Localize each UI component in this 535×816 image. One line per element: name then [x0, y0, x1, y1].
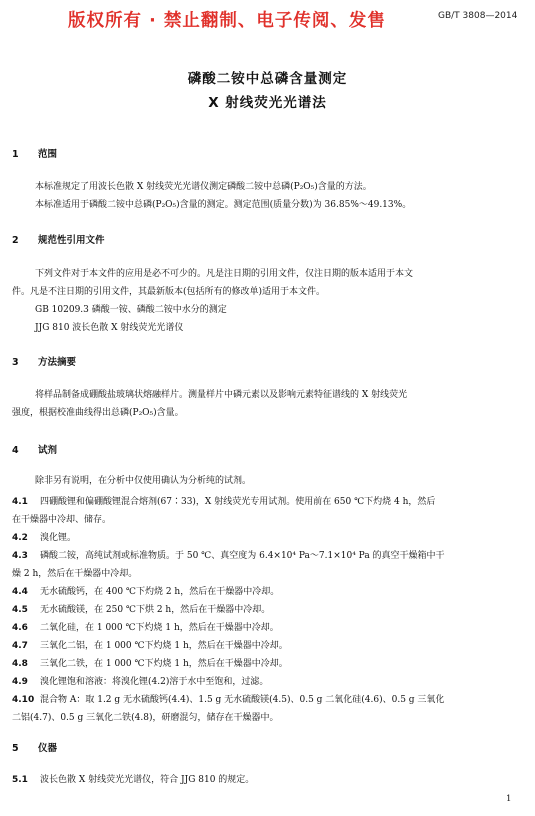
- list-item: [12, 530, 76, 543]
- list-item: [12, 602, 270, 615]
- section-title: 规范性引用文件: [38, 235, 105, 246]
- reference-item: JJG 810 波长色散 X 射线荧光光谱仪: [35, 323, 184, 333]
- list-item: [12, 548, 445, 561]
- item-text: 溴化锂饱和溶液：将溴化锂(4.2)溶于水中至饱和，过滤。: [40, 677, 269, 687]
- item-text: 四硼酸锂和偏硼酸锂混合熔剂(67∶33)，X 射线荧光专用试剂。使用前在 650 ℃下灼烧 4 h，然后: [40, 497, 436, 507]
- item-number: 4.5: [12, 605, 28, 615]
- reference-item: GB 10209.3 磷酸一铵、磷酸二铵中水分的测定: [35, 305, 227, 315]
- section-1-heading: [12, 146, 57, 160]
- item-number: 4.1: [12, 497, 28, 507]
- item-number: 4.3: [12, 551, 28, 561]
- list-item: [12, 772, 254, 785]
- item-continuation: 燥 2 h，然后在干燥器中冷却。: [12, 569, 138, 579]
- item-text: 溴化锂。: [40, 533, 77, 543]
- page-subtitle: X 射线荧光光谱法: [208, 95, 327, 111]
- list-item: [12, 692, 444, 705]
- page-title: 磷酸二铵中总磷含量测定: [187, 71, 348, 87]
- paragraph: 本标准规定了用波长色散 X 射线荧光光谱仪测定磷酸二铵中总磷(P₂O₅)含量的方法。: [35, 182, 372, 192]
- copyright-watermark: 版权所有 · 禁止翻制、电子传阅、发售: [68, 11, 386, 31]
- item-text: 三氧化二铝，在 1 000 ℃下灼烧 1 h，然后在干燥器中冷却。: [40, 641, 288, 651]
- list-item: [12, 620, 279, 633]
- list-item: [12, 494, 435, 507]
- section-4-heading: [12, 442, 57, 456]
- paragraph: 下列文件对于本文件的应用是必不可少的。凡是注日期的引用文件，仅注日期的版本适用于本文: [35, 269, 414, 279]
- section-number: 5: [12, 743, 19, 754]
- item-continuation: 在干燥器中冷却、储存。: [12, 515, 112, 525]
- item-number: 5.1: [12, 775, 28, 785]
- section-number: 1: [12, 149, 19, 160]
- standard-number: GB/T 3808—2014: [438, 11, 518, 21]
- section-title: 范围: [38, 149, 58, 160]
- item-number: 4.9: [12, 677, 28, 687]
- item-number: 4.2: [12, 533, 28, 543]
- section-number: 2: [12, 235, 19, 246]
- item-text: 二氧化硅，在 1 000 ℃下灼烧 1 h，然后在干燥器中冷却。: [40, 623, 279, 633]
- page-number: 1: [506, 794, 512, 804]
- item-number: 4.7: [12, 641, 28, 651]
- section-5-heading: [12, 740, 57, 754]
- item-text: 三氧化二铁，在 1 000 ℃下灼烧 1 h，然后在干燥器中冷却。: [40, 659, 288, 669]
- item-number: 4.6: [12, 623, 28, 633]
- item-text: 无水硫酸镁，在 250 ℃下烘 2 h，然后在干燥器中冷却。: [40, 605, 271, 615]
- list-item: [12, 638, 288, 651]
- paragraph: 将样品制备成硼酸盐玻璃状熔融样片。测量样片中磷元素以及影响元素特征谱线的 X 射线荧光: [35, 390, 408, 400]
- section-2-heading: [12, 232, 105, 246]
- list-item: [12, 656, 288, 669]
- item-number: 4.10: [12, 695, 35, 705]
- item-text: 无水硫酸钙，在 400 ℃下灼烧 2 h，然后在干燥器中冷却。: [40, 587, 280, 597]
- section-title: 试剂: [38, 445, 58, 456]
- list-item: [12, 674, 268, 687]
- paragraph-continuation: 强度，根据校准曲线得出总磷(P₂O₅)含量。: [12, 408, 184, 418]
- section-number: 3: [12, 357, 19, 368]
- item-continuation: 二铝(4.7)、0.5 g 三氧化二铁(4.8)，研磨混匀，储存在干燥器中。: [12, 713, 279, 723]
- item-number: 4.8: [12, 659, 28, 669]
- item-text: 混合物 A：取 1.2 g 无水硫酸钙(4.4)、1.5 g 无水硫酸镁(4.5)、0.5 g 二氧化硅(4.6)、0.5 g 三氧化: [40, 695, 445, 705]
- item-text: 波长色散 X 射线荧光光谱仪，符合 JJG 810 的规定。: [40, 775, 255, 785]
- section-title: 方法摘要: [38, 357, 77, 368]
- section-3-heading: [12, 354, 76, 368]
- section-title: 仪器: [38, 743, 58, 754]
- paragraph: 本标准适用于磷酸二铵中总磷(P₂O₅)含量的测定。测定范围(质量分数)为 36.85%～49.13%。: [35, 200, 412, 210]
- list-item: [12, 584, 279, 597]
- paragraph-continuation: 件。凡是不注日期的引用文件，其最新版本(包括所有的修改单)适用于本文件。: [12, 287, 326, 297]
- item-number: 4.4: [12, 587, 28, 597]
- item-text: 磷酸二铵，高纯试剂或标准物质。于 50 ℃、真空度为 6.4×10⁴ Pa～7.1×10⁴ Pa 的真空干燥箱中干: [40, 551, 445, 561]
- paragraph: 除非另有说明，在分析中仅使用确认为分析纯的试剂。: [35, 476, 252, 486]
- section-number: 4: [12, 445, 19, 456]
